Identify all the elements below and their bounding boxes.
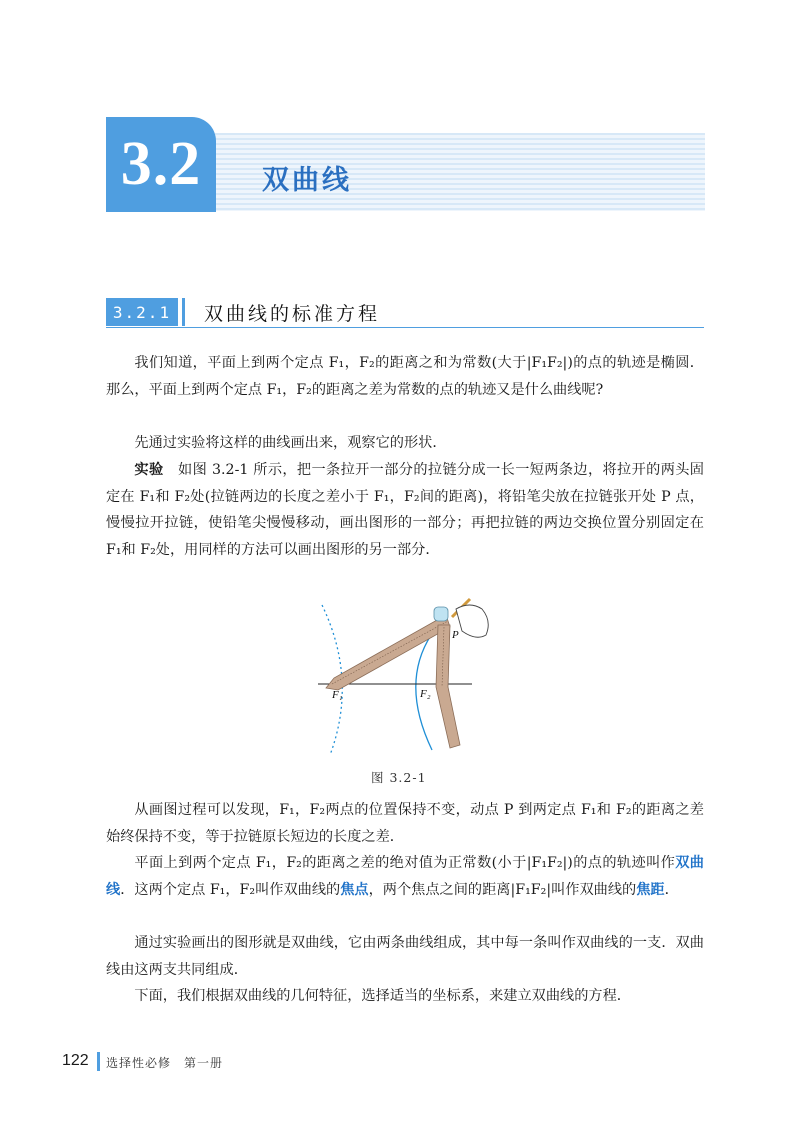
zipper-slider bbox=[434, 607, 448, 621]
book-title: 选择性必修 第一册 bbox=[106, 1056, 224, 1070]
hand bbox=[456, 605, 488, 637]
paragraph-next: 下面，我们根据双曲线的几何特征，选择适当的坐标系，来建立双曲线的方程． bbox=[134, 988, 631, 1004]
label-f2: F₂ bbox=[420, 688, 431, 700]
paragraph-definition: 平面上到两个定点 F₁，F₂的距离之差的绝对值为正常数(小于|F₁F₂|)的点的轨迹叫作双曲线．这两个定点 F₁，F₂叫作双曲线的焦点，两个焦点之间的距离|F₁F₂|叫作双曲线的焦距． bbox=[106, 855, 704, 898]
section-title: 双曲线的标准方程 bbox=[204, 303, 381, 325]
section-number: 3.2.1 bbox=[106, 298, 178, 326]
experiment-text: 如图 3.2-1 所示，把一条拉开一部分的拉链分成一长一短两条边，将拉开的两头固定在 F₁和 F₂处(拉链两边的长度之差小于 F₁，F₂间的距离)，将铅笔尖放在拉链张开处 P 点，慢慢拉开拉链，使铅笔尖慢慢移动，画出图形的一部分；再把拉链的两边交换位置分别固定在 F₁和 F₂处，用同样的方法可以画出图形的另一部分． bbox=[106, 462, 704, 558]
term-hyperbola: 双曲线 bbox=[106, 855, 704, 898]
paragraph-observation: 从画图过程可以发现，F₁，F₂两点的位置保持不变，动点 P 到两定点 F₁和 F₂的距离之差始终保持不变，等于拉链原长短边的长度之差． bbox=[106, 802, 704, 845]
label-f1: F₁ bbox=[332, 689, 343, 701]
experiment-label: 实验 bbox=[134, 462, 164, 478]
section-underline bbox=[106, 327, 704, 328]
paragraph-experiment-intro: 先通过实验将这样的曲线画出来，观察它的形状． bbox=[134, 435, 447, 451]
zipper-hyperbola-figure bbox=[310, 595, 510, 760]
chapter-title: 双曲线 bbox=[262, 165, 352, 196]
label-p: P bbox=[452, 629, 459, 641]
paragraph-experiment bbox=[106, 457, 704, 563]
page-number: 122 bbox=[62, 1052, 89, 1069]
paragraph-intro: 我们知道，平面上到两个定点 F₁，F₂的距离之和为常数(大于|F₁F₂|)的点的轨迹是椭圆．那么，平面上到两个定点 F₁，F₂的距离之差为常数的点的轨迹又是什么曲线呢? bbox=[106, 355, 704, 398]
paragraph-branches: 通过实验画出的图形就是双曲线，它由两条曲线组成，其中每一条叫作双曲线的一支．双曲线由这两支共同组成． bbox=[106, 935, 704, 978]
zipper-long-side bbox=[326, 615, 450, 690]
zipper-short-side bbox=[436, 625, 460, 748]
section-divider bbox=[182, 298, 185, 326]
term-focus: 焦点 bbox=[340, 881, 369, 898]
chapter-number: 3.2 bbox=[106, 117, 216, 212]
term-focal-distance: 焦距 bbox=[636, 881, 665, 898]
figure-caption: 图 3.2-1 bbox=[371, 770, 427, 785]
footer-divider bbox=[97, 1052, 100, 1071]
